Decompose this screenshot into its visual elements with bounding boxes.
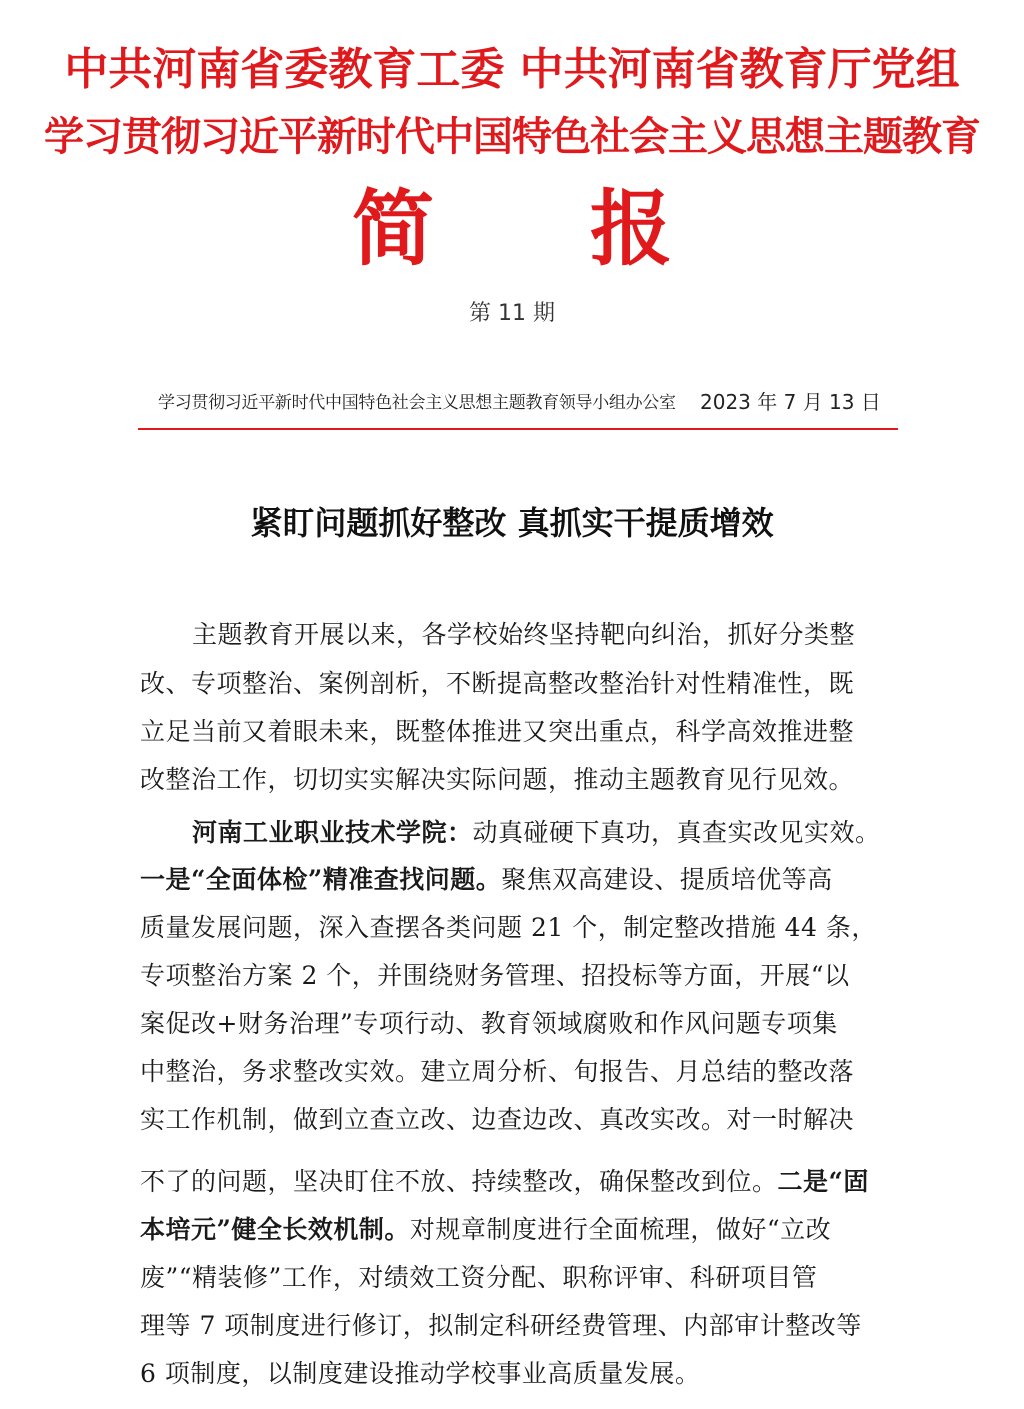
point-one-heading: 一是“全面体检”精准查找问题。 [140,865,502,894]
point-two-heading-start: 二是“固 [777,1167,869,1196]
paragraph-line: 质量发展问题，深入查摆各类问题 21 个，制定整改措施 44 条， [140,913,877,942]
paragraph-line: 案促改+财务治理”专项行动、教育领域腐败和作风问题专项集 [140,1009,838,1038]
paragraph-line: 主题教育开展以来，各学校始终坚持靶向纠治，抓好分类整 [192,620,856,649]
header-campaign-line: 学习贯彻习近平新时代中国特色社会主义思想主题教育 [44,114,980,160]
paragraph-line: 改整治工作，切切实实解决实际问题，推动主题教育见行见效。 [140,765,855,794]
school-name: 河南工业职业技术学院： [192,818,473,847]
paragraph-line: 专项整治方案 2 个，并围绕财务管理、招投标等方面，开展“以 [140,961,850,990]
paragraph-line: 中整治，务求整改实效。建立周分析、旬报告、月总结的整改落 [140,1057,855,1086]
paragraph-line: 6 项制度，以制度建设推动学校事业高质量发展。 [140,1359,701,1388]
point-two-heading-end: 本培元”健全长效机制。 [140,1215,410,1244]
paragraph-line [192,815,952,851]
paragraph-line: 废”“精装修”工作，对绩效工资分配、职称评审、科研项目管 [140,1263,818,1292]
brief-char-bao: 报 [590,182,673,277]
header-issuer-line: 中共河南省委教育工委 中共河南省教育厅党组 [64,44,960,95]
paragraph-line [140,862,900,898]
paragraph-line: 立足当前又着眼未来，既整体推进又突出重点，科学高效推进整 [140,717,855,746]
paragraph-line: 理等 7 项制度进行修订，拟制定科研经费管理、内部审计整改等 [140,1311,862,1340]
article-title: 紧盯问题抓好整改 真抓实干提质增效 [250,504,774,542]
paragraph-line: 改、专项整治、案例剖析，不断提高整改整治针对性精准性，既 [140,669,855,698]
issue-date: 2023 年 7 月 13 日 [700,390,881,414]
paragraph-line: 实工作机制，做到立查立改、边查边改、真改实改。对一时解决 [140,1105,855,1134]
brief-char-jian: 简 [352,182,435,277]
red-divider [138,428,898,430]
point-one-closing: 不了的问题，坚决盯住不放、持续整改，确保整改到位。 [140,1167,778,1196]
paragraph-line [140,1212,900,1248]
school-summary: 动真碰硬下真功，真查实改见实效。 [472,818,881,847]
point-one-text: 聚焦双高建设、提质培优等高 [501,865,833,894]
issue-number: 第 11 期 [469,301,555,326]
point-two-text: 对规章制度进行全面梳理，做好“立改 [409,1215,832,1244]
paragraph-line [140,1164,900,1200]
issuing-office: 学习贯彻习近平新时代中国特色社会主义思想主题教育领导小组办公室 [158,393,676,413]
